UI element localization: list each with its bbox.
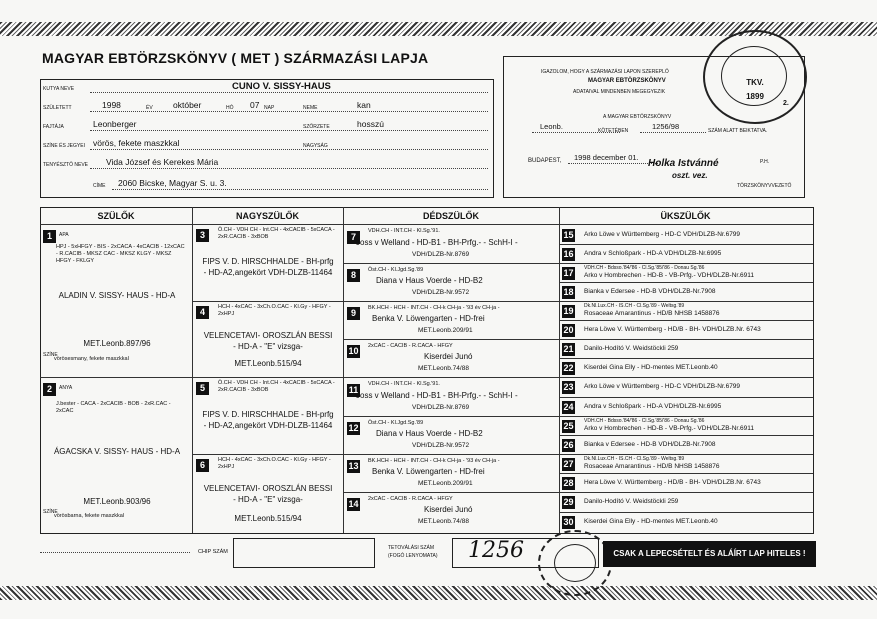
- ancestor-23-text: Arko Löwe v Württemberg - HD-C VDH/DLZB-Nr.6799: [584, 383, 741, 390]
- tattoo-number: 1256: [468, 538, 524, 563]
- ancestor-16-number: 16: [563, 249, 574, 259]
- great-grandparent-8-titles: Öst.CH - Kl.Jgd.Sg.'89: [368, 267, 424, 273]
- chip-label: CHIP SZÁM: [198, 549, 228, 555]
- great-grandparent-11-name: Joss v Welland - HD-B1 - BH-Prfg.- - SchH-I -: [356, 391, 518, 400]
- ancestor-17-top: VDH.CH - Bdsso.'84/'86 - Cl.Sg.'85/'86 - Donau Sg.'86: [584, 265, 705, 271]
- grandparent-6-titles: HCH - 4xCAC - 3xCh.O.CAC - Kl.Gy - HFGY - 2xHPJ: [218, 457, 331, 470]
- great-grandparent-11-reg: VDH/DLZB-Nr.8769: [412, 404, 470, 411]
- parent-2-reg: MET.Leonb.903/96: [83, 497, 151, 506]
- parent-1-number: 1: [43, 230, 56, 243]
- ancestor-27-text: Rosaceae Amarantinus - HD/B NHSB 1458876: [584, 463, 720, 470]
- official-stamp-bottom: [538, 530, 612, 596]
- breeder-address: 2060 Bicske, Magyar S. u. 3.: [118, 178, 227, 188]
- cert-sign-label: TÖRZSKÖNYVVEZETŐ: [737, 183, 792, 189]
- great-grandparent-9-reg: MET.Leonb.209/91: [418, 327, 473, 334]
- grandparent-6-reg: MET.Leonb.515/94: [234, 514, 302, 523]
- great-grandparent-10-number: 10: [348, 346, 359, 356]
- cert-line-2: MAGYAR EBTÖRZSKÖNYV: [588, 78, 666, 84]
- ancestor-19-text: Rosaceae Amarantinus - HD/B NHSB 1458876: [584, 310, 720, 317]
- header-grandparents: NAGYSZÜLŐK: [236, 211, 299, 221]
- parent-1-titles: HPJ - 5xHFGY - BIS - 2xCACA - 4xCACIB - 12xCAC - R.CACIB - MKSZ CAC - MKSZ KLGY - MKSZ HFGY - FKLGY: [56, 244, 185, 264]
- great-grandparent-9-titles: BK.HCH - HCH - INT.CH - CH-k CH-ja - '93 év CH-ja -: [368, 305, 500, 311]
- grandparent-6-number: 6: [196, 459, 209, 472]
- ancestor-24-number: 24: [563, 402, 574, 412]
- stamp-top-text-3: 2.: [783, 100, 789, 107]
- great-grandparent-14-number: 14: [348, 499, 359, 509]
- great-grandparent-7-titles: VDH.CH - INT.CH - Kl.Sg.'91.: [368, 228, 440, 234]
- stamp-top-text-1: TKV.: [746, 78, 764, 87]
- great-grandparent-12-titles: Öst.CH - Kl.Jgd.Sg.'89: [368, 420, 424, 426]
- ancestor-19-top: Dk.Nl.Lux.CH - IS.CH - Cl.Sg.'89 - Weltsg.'89: [584, 303, 685, 309]
- grandparent-4-number: 4: [196, 306, 209, 319]
- parent-1-name: ALADIN V. SISSY- HAUS - HD-A: [58, 291, 176, 300]
- dog-sex: kan: [357, 100, 371, 110]
- sex-label: NEME: [303, 105, 318, 111]
- chip-number-field: [233, 538, 375, 568]
- great-grandparent-8-name: Diana v Haus Voerde - HD-B2: [376, 276, 483, 285]
- great-grandparent-12-name: Diana v Haus Voerde - HD-B2: [376, 429, 483, 438]
- great-grandparent-14-reg: MET.Leonb.74/88: [418, 518, 469, 525]
- grandparent-3-number: 3: [196, 229, 209, 242]
- great-grandparent-13-titles: BK.HCH - HCH - INT.CH - CH-k CH-ja - '93 év CH-ja -: [368, 458, 500, 464]
- cert-ph: P.H.: [760, 159, 770, 165]
- grandparent-4-titles: HCH - 4xCAC - 3xCh.O.CAC - Kl.Gy - HFGY - 2xHPJ: [218, 304, 331, 317]
- cert-place: BUDAPEST,: [528, 158, 562, 164]
- cert-signature-title: oszt. vez.: [672, 171, 708, 180]
- great-grandparent-12-reg: VDH/DLZB-Nr.9572: [412, 442, 470, 449]
- ancestor-21-text: Danilo-Hodító V. Weidstöckli 259: [584, 345, 679, 352]
- birth-year: 1998: [102, 100, 121, 110]
- year-unit: ÉV: [146, 105, 153, 111]
- ancestor-17-number: 17: [563, 268, 574, 278]
- ancestor-17-text: Arko v Hombrechen - HD-B - VB-Prfg.- VDH/DLZB-Nr.6911: [584, 272, 755, 279]
- breeder-name: Vida József és Kerekes Mária: [106, 157, 219, 167]
- great-grandparent-14-titles: 2xCAC - CACIB - R.CACA - HFGY: [368, 496, 453, 502]
- ancestor-26-text: Bianka v Edersee - HD-B VDH/DLZB-Nr.7908: [584, 441, 716, 448]
- great-grandparent-10-titles: 2xCAC - CACIB - R.CACA - HFGY: [368, 343, 453, 349]
- ancestor-18-number: 18: [563, 287, 574, 297]
- ancestor-20-text: Hera Löwe V. Württemberg - HD/B - BH- VDH/DLZB.Nr. 6743: [584, 326, 761, 333]
- breeder-label: TENYÉSZTŐ NEVE: [43, 162, 89, 168]
- parent-2-name: ÁGACSKA V. SISSY- HAUS - HD-A: [53, 447, 181, 456]
- ancestor-22-number: 22: [563, 363, 574, 373]
- ancestor-23-number: 23: [563, 382, 574, 392]
- great-grandparent-9-name: Benka V. Löwengarten - HD-frei: [372, 314, 485, 323]
- cert-reg-number: 1256/98: [652, 122, 680, 131]
- dog-name-label: KUTYA NEVE: [43, 86, 75, 92]
- cert-reg-suffix: SZÁM ALATT BEIKTATVA.: [708, 128, 768, 134]
- parent-2-role: ANYA: [59, 385, 73, 391]
- great-grandparent-8-number: 8: [347, 269, 360, 282]
- ornamental-border-bottom: [0, 586, 877, 600]
- grandparent-4-reg: MET.Leonb.515/94: [234, 359, 302, 368]
- header-parents: SZÜLŐK: [97, 211, 135, 221]
- ancestor-18-text: Bianka v Edersee - HD-B VDH/DLZB-Nr.7908: [584, 288, 716, 295]
- header-great-great-grandparents: ÜKSZÜLŐK: [660, 211, 711, 221]
- dog-coat: hosszú: [357, 119, 384, 129]
- authenticity-notice: CSAK A LEPECSÉTELT ÉS ALÁÍRT LAP HITELES !: [603, 541, 816, 567]
- ancestor-30-text: Kiserdei Gina Elly - HD-mentes MET.Leonb.40: [584, 518, 718, 525]
- parent-2-titles: J.bester - CACA - 2xCACIB - BOB - 2xR.CAC - 2xCAC: [56, 401, 171, 414]
- size-label: NAGYSÁG: [303, 143, 328, 149]
- chip-dots-left: [40, 552, 190, 553]
- grandparent-4-name: VELENCETAVI- OROSZLÁN BESSI - HD-A - "E" vizsga-: [203, 331, 333, 351]
- address-label: CÍME: [93, 183, 106, 189]
- great-grandparent-10-name: Kiserdei Junó: [424, 352, 473, 361]
- parent-1-reg: MET.Leonb.897/96: [83, 339, 151, 348]
- ancestor-20-number: 20: [563, 325, 574, 335]
- ancestor-24-text: Andra v Schloßpark - HD-A VDH/DLZB-Nr.6995: [584, 403, 722, 410]
- cert-signature: Holka Istvánné: [648, 158, 719, 169]
- great-grandparent-10-reg: MET.Leonb.74/88: [418, 365, 469, 372]
- ancestor-21-number: 21: [563, 344, 574, 354]
- grandparent-3-name: FIPS V. D. HIRSCHHALDE - BH-prfg - HD-A2,angekört VDH-DLZB-11464: [202, 257, 334, 277]
- grandparent-5-titles: Ö.CH - VDH CH - Int.CH - 4xCACIB - 5xCACA - 2xR.CACIB - 3xBOB: [218, 380, 335, 393]
- dog-color: vörös, fekete maszkkal: [93, 138, 180, 148]
- grandparent-5-name: FIPS V. D. HIRSCHHALDE - BH-prfg - HD-A2,angekört VDH-DLZB-11464: [202, 410, 334, 430]
- great-grandparent-13-number: 13: [348, 461, 359, 471]
- great-grandparent-7-number: 7: [347, 231, 360, 244]
- cert-book: Leonb.: [540, 122, 563, 131]
- stamp-top-text-2: 1899: [746, 92, 764, 101]
- birth-day: 07: [250, 100, 260, 110]
- ancestor-22-text: Kiserdei Gina Elly - HD-mentes MET.Leonb.40: [584, 364, 718, 371]
- ancestor-19-number: 19: [563, 306, 574, 316]
- great-grandparent-7-name: Joss v Welland - HD-B1 - BH-Prfg.- - SchH-I -: [356, 238, 518, 247]
- ancestor-25-top: VDH.CH - Bdsso.'84/'86 - Cl.Sg.'85/'86 - Donau Sg.'86: [584, 418, 705, 424]
- dog-name: CUNO V. SISSY-HAUS: [232, 81, 331, 92]
- ancestor-25-text: Arko v Hombrechen - HD-B - VB-Prfg.- VDH/DLZB-Nr.6911: [584, 425, 755, 432]
- ancestor-27-number: 27: [563, 459, 574, 469]
- great-grandparent-13-name: Benka V. Löwengarten - HD-frei: [372, 467, 485, 476]
- ancestor-29-number: 29: [563, 497, 574, 507]
- breed-label: FAJTÁJA: [43, 124, 64, 130]
- grandparent-6-name: VELENCETAVI- OROSZLÁN BESSI - HD-A - "E" vizsga-: [203, 484, 333, 504]
- grandparent-5-number: 5: [196, 382, 209, 395]
- cert-line-1: IGAZOLOM, HOGY A SZÁRMAZÁSI LAPON SZEREPLŐ: [541, 69, 669, 75]
- great-grandparent-8-reg: VDH/DLZB-Nr.9572: [412, 289, 470, 296]
- parent-2-color-label: SZÍNE: [43, 509, 58, 515]
- great-grandparent-11-titles: VDH.CH - INT.CH - Kl.Sg.'91.: [368, 381, 440, 387]
- parent-1-role: APA: [59, 232, 69, 238]
- ancestor-15-text: Arko Löwe v Württemberg - HD-C VDH/DLZB-Nr.6799: [584, 231, 741, 238]
- born-label: SZÜLETETT: [43, 105, 72, 111]
- great-grandparent-11-number: 11: [348, 385, 359, 395]
- ancestor-16-text: Andra v Schloßpark - HD-A VDH/DLZB-Nr.6995: [584, 250, 722, 257]
- cert-line-3: ADATAIVAL MINDENBEN MEGEGYEZIK: [573, 89, 666, 95]
- tattoo-label: TETOVÁLÁSI SZÁM: [388, 545, 435, 551]
- coat-label: SZŐRZETE: [303, 124, 330, 130]
- official-stamp-top: [703, 30, 807, 124]
- color-label: SZÍNE ÉS JEGYEI: [43, 143, 85, 149]
- great-grandparent-7-reg: VDH/DLZB-Nr.8769: [412, 251, 470, 258]
- ancestor-29-text: Danilo-Hodító V. Weidstöckli 259: [584, 498, 679, 505]
- great-grandparent-14-name: Kiserdei Junó: [424, 505, 473, 514]
- great-grandparent-9-number: 9: [347, 307, 360, 320]
- ancestor-15-number: 15: [563, 230, 574, 240]
- dog-breed: Leonberger: [93, 119, 137, 129]
- great-grandparent-12-number: 12: [348, 423, 359, 433]
- ancestor-28-text: Hera Löwe V. Württemberg - HD/B - BH- VDH/DLZB.Nr. 6743: [584, 479, 761, 486]
- ancestor-30-number: 30: [563, 517, 574, 527]
- header-great-grandparents: DÉDSZÜLŐK: [423, 211, 479, 221]
- document-title: MAGYAR EBTÖRZSKÖNYV ( MET ) SZÁRMAZÁSI LAPJA: [42, 50, 429, 66]
- ancestor-28-number: 28: [563, 478, 574, 488]
- ancestor-26-number: 26: [563, 440, 574, 450]
- cert-book-suffix: KÖTETÉBEN: [598, 128, 629, 134]
- ancestor-25-number: 25: [563, 421, 574, 431]
- parent-1-color: vörösesmany, fekete maszkkal: [54, 356, 129, 362]
- ancestor-27-top: Dk.Nl.Lux.CH - IS.CH - Cl.Sg.'89 - Weltsg.'89: [584, 456, 685, 462]
- parent-2-color: vörösbarna, fekete maszkkal: [54, 513, 125, 519]
- day-unit: NAP: [264, 105, 275, 111]
- parent-2-number: 2: [43, 383, 56, 396]
- grandparent-3-titles: Ö.CH - VDH CH - Int.CH - 4xCACIB - 5xCACA - 2xR.CACIB - 3xBOB: [218, 227, 335, 240]
- parent-1-color-label: SZÍNE: [43, 352, 58, 358]
- great-grandparent-13-reg: MET.Leonb.209/91: [418, 480, 473, 487]
- month-unit: HÓ: [226, 105, 234, 111]
- birth-month: október: [173, 100, 202, 110]
- cert-line-4: A MAGYAR EBTÖRZSKÖNYV: [603, 114, 672, 120]
- cert-date: 1998 december 01.: [574, 153, 639, 162]
- tattoo-sublabel: (FOGÓ LENYOMATA): [388, 553, 438, 559]
